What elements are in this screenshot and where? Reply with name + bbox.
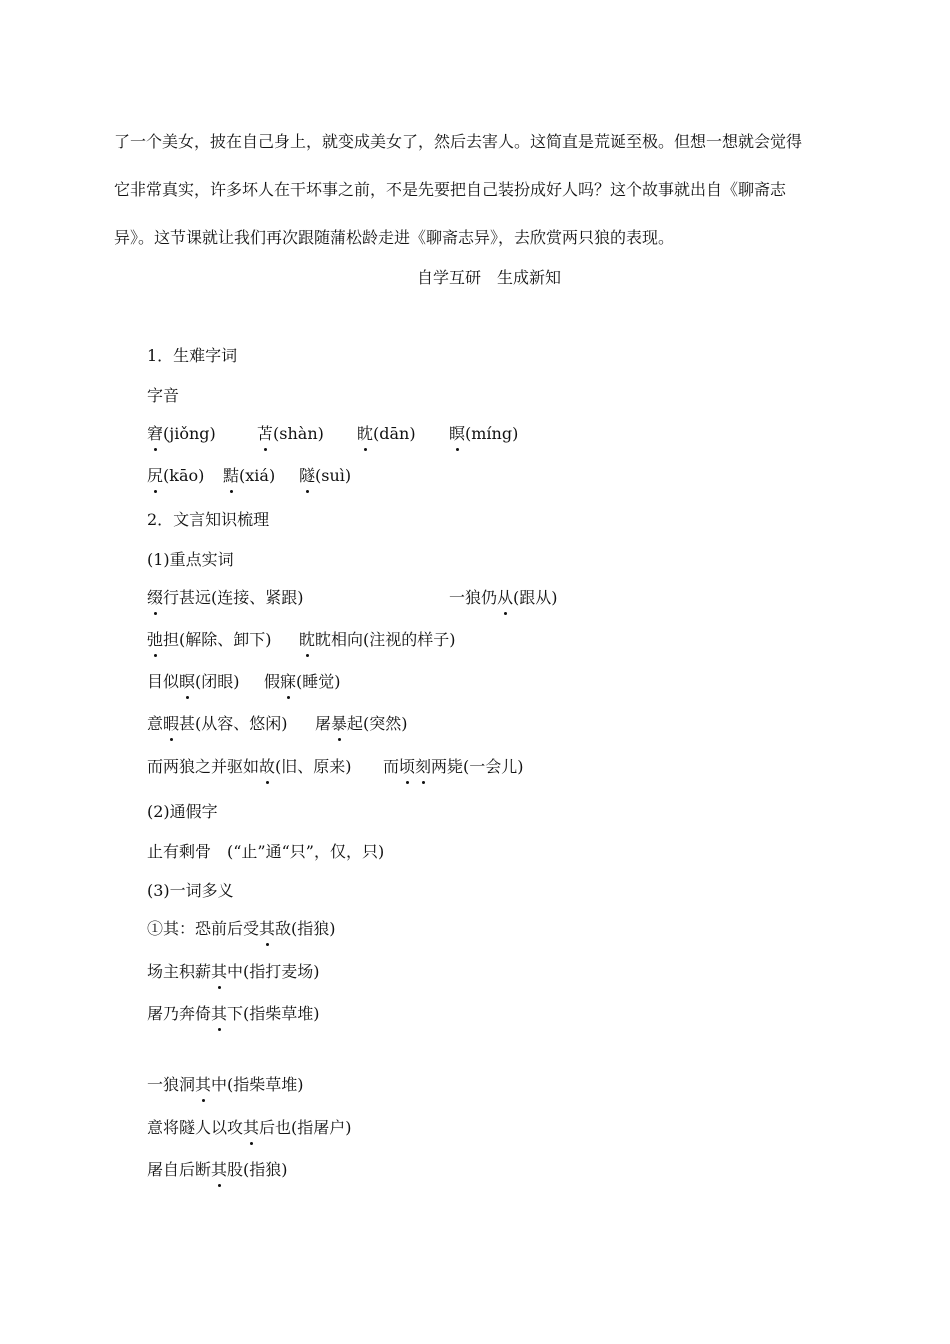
pron-item bbox=[357, 423, 416, 445]
char-emphasized: 故 bbox=[259, 757, 276, 776]
intro-line-2: 它非常真实，许多坏人在干坏事之前，不是先要把自己装扮成好人吗？这个故事就出自《聊斋志 bbox=[114, 180, 787, 199]
char-emphasized: 其 bbox=[211, 1004, 228, 1023]
char-emphasized: 其 bbox=[211, 1160, 228, 1179]
subheading-polysemy: (3)一词多义 bbox=[147, 881, 234, 900]
char-emphasized: 瞑 bbox=[449, 424, 466, 443]
char-emphasized: 寐 bbox=[280, 672, 297, 691]
char-emphasized: 其 bbox=[259, 919, 276, 938]
char-emphasized: 暇 bbox=[163, 714, 180, 733]
polysemy-entry bbox=[147, 1003, 320, 1025]
pinyin: (dān) bbox=[373, 424, 416, 443]
char-emphasized: 从 bbox=[497, 588, 514, 607]
subheading-key-words: (1)重点实词 bbox=[147, 550, 234, 569]
text: 眈相向(注视的样子) bbox=[315, 630, 456, 649]
heading-classical-knowledge: 2．文言知识梳理 bbox=[147, 510, 270, 529]
char-emphasized: 暴 bbox=[331, 714, 348, 733]
text: ①其：恐前后受 bbox=[147, 919, 260, 938]
polysemy-entry bbox=[147, 918, 336, 940]
key-word-entry bbox=[147, 713, 288, 735]
text: 起(突然) bbox=[347, 714, 408, 733]
key-word-entry bbox=[147, 587, 304, 609]
pron-item bbox=[449, 423, 518, 445]
text: 屠自后断 bbox=[147, 1160, 212, 1179]
polysemy-entry bbox=[147, 1159, 288, 1181]
text: 股(指狼) bbox=[227, 1160, 288, 1179]
pron-item bbox=[223, 465, 275, 487]
key-word-entry bbox=[147, 671, 240, 693]
char-emphasized: 瞑 bbox=[179, 672, 196, 691]
polysemy-entry bbox=[147, 1117, 352, 1139]
pron-item bbox=[299, 465, 351, 487]
char-emphasized: 眈 bbox=[357, 424, 374, 443]
char-emphasized: 缀 bbox=[147, 588, 164, 607]
char-emphasized: 其 bbox=[243, 1118, 260, 1137]
key-word-entry bbox=[449, 587, 558, 609]
text: 一狼洞 bbox=[147, 1075, 196, 1094]
pinyin: (kāo) bbox=[163, 466, 205, 485]
pron-item bbox=[147, 465, 204, 487]
subheading-pronunciation: 字音 bbox=[147, 386, 180, 405]
char-emphasized: 尻 bbox=[147, 466, 164, 485]
text: 而 bbox=[383, 757, 400, 776]
pinyin: (shàn) bbox=[273, 424, 324, 443]
text: 两毙(一会儿) bbox=[431, 757, 524, 776]
pinyin: (jiǒng) bbox=[163, 424, 216, 443]
char-emphasized: 刻 bbox=[415, 757, 432, 776]
text: 假 bbox=[264, 672, 281, 691]
char-emphasized: 隧 bbox=[299, 466, 316, 485]
intro-line-1: 了一个美女，披在自己身上，就变成美女了，然后去害人。这简直是荒诞至极。但想一想就会觉得 bbox=[114, 132, 803, 151]
text: 敌(指狼) bbox=[275, 919, 336, 938]
char-emphasized: 苫 bbox=[257, 424, 274, 443]
key-word-entry bbox=[315, 713, 408, 735]
char-emphasized: 其 bbox=[195, 1075, 212, 1094]
pinyin: (míng) bbox=[465, 424, 519, 443]
text: 下(指柴草堆) bbox=[227, 1004, 320, 1023]
text: (睡觉) bbox=[296, 672, 341, 691]
text: 中(指柴草堆) bbox=[211, 1075, 304, 1094]
text: (跟从) bbox=[513, 588, 558, 607]
key-word-entry bbox=[299, 629, 456, 651]
pinyin: (xiá) bbox=[239, 466, 276, 485]
text: 意 bbox=[147, 714, 164, 733]
text: 甚(从容、悠闲) bbox=[179, 714, 288, 733]
pron-item bbox=[147, 423, 216, 445]
text: 意将隧人以攻 bbox=[147, 1118, 244, 1137]
char-emphasized: 黠 bbox=[223, 466, 240, 485]
text: 屠 bbox=[315, 714, 332, 733]
text: (旧、原来) bbox=[275, 757, 352, 776]
char-emphasized: 眈 bbox=[299, 630, 316, 649]
text: 目似 bbox=[147, 672, 180, 691]
char-emphasized: 顷 bbox=[399, 757, 416, 776]
char-emphasized: 窘 bbox=[147, 424, 164, 443]
key-word-entry bbox=[264, 671, 341, 693]
text: 行甚远(连接、紧跟) bbox=[163, 588, 304, 607]
text: 中(指打麦场) bbox=[227, 962, 320, 981]
text: 屠乃奔倚 bbox=[147, 1004, 212, 1023]
pinyin: (suì) bbox=[315, 466, 352, 485]
subheading-tongjia: (2)通假字 bbox=[147, 802, 218, 821]
intro-line-3: 异》。这节课就让我们再次跟随蒲松龄走进《聊斋志异》，去欣赏两只狼的表现。 bbox=[114, 228, 675, 247]
section-title: 自学互研 生成新知 bbox=[417, 268, 562, 287]
text: (闭眼) bbox=[195, 672, 240, 691]
text: 而两狼之并驱如 bbox=[147, 757, 260, 776]
text: 后也(指屠户) bbox=[259, 1118, 352, 1137]
polysemy-entry bbox=[147, 1074, 304, 1096]
char-emphasized: 弛 bbox=[147, 630, 164, 649]
heading-vocab: 1．生难字词 bbox=[147, 346, 238, 365]
key-word-entry bbox=[147, 756, 352, 778]
char-emphasized: 其 bbox=[211, 962, 228, 981]
pron-item bbox=[257, 423, 324, 445]
text: 场主积薪 bbox=[147, 962, 212, 981]
text: 一狼仍 bbox=[449, 588, 498, 607]
tongjia-entry: 止有剩骨 (“止”通“只”，仅，只) bbox=[147, 842, 385, 861]
key-word-entry bbox=[147, 629, 272, 651]
key-word-entry bbox=[383, 756, 524, 778]
polysemy-entry bbox=[147, 961, 320, 983]
text: 担(解除、卸下) bbox=[163, 630, 272, 649]
